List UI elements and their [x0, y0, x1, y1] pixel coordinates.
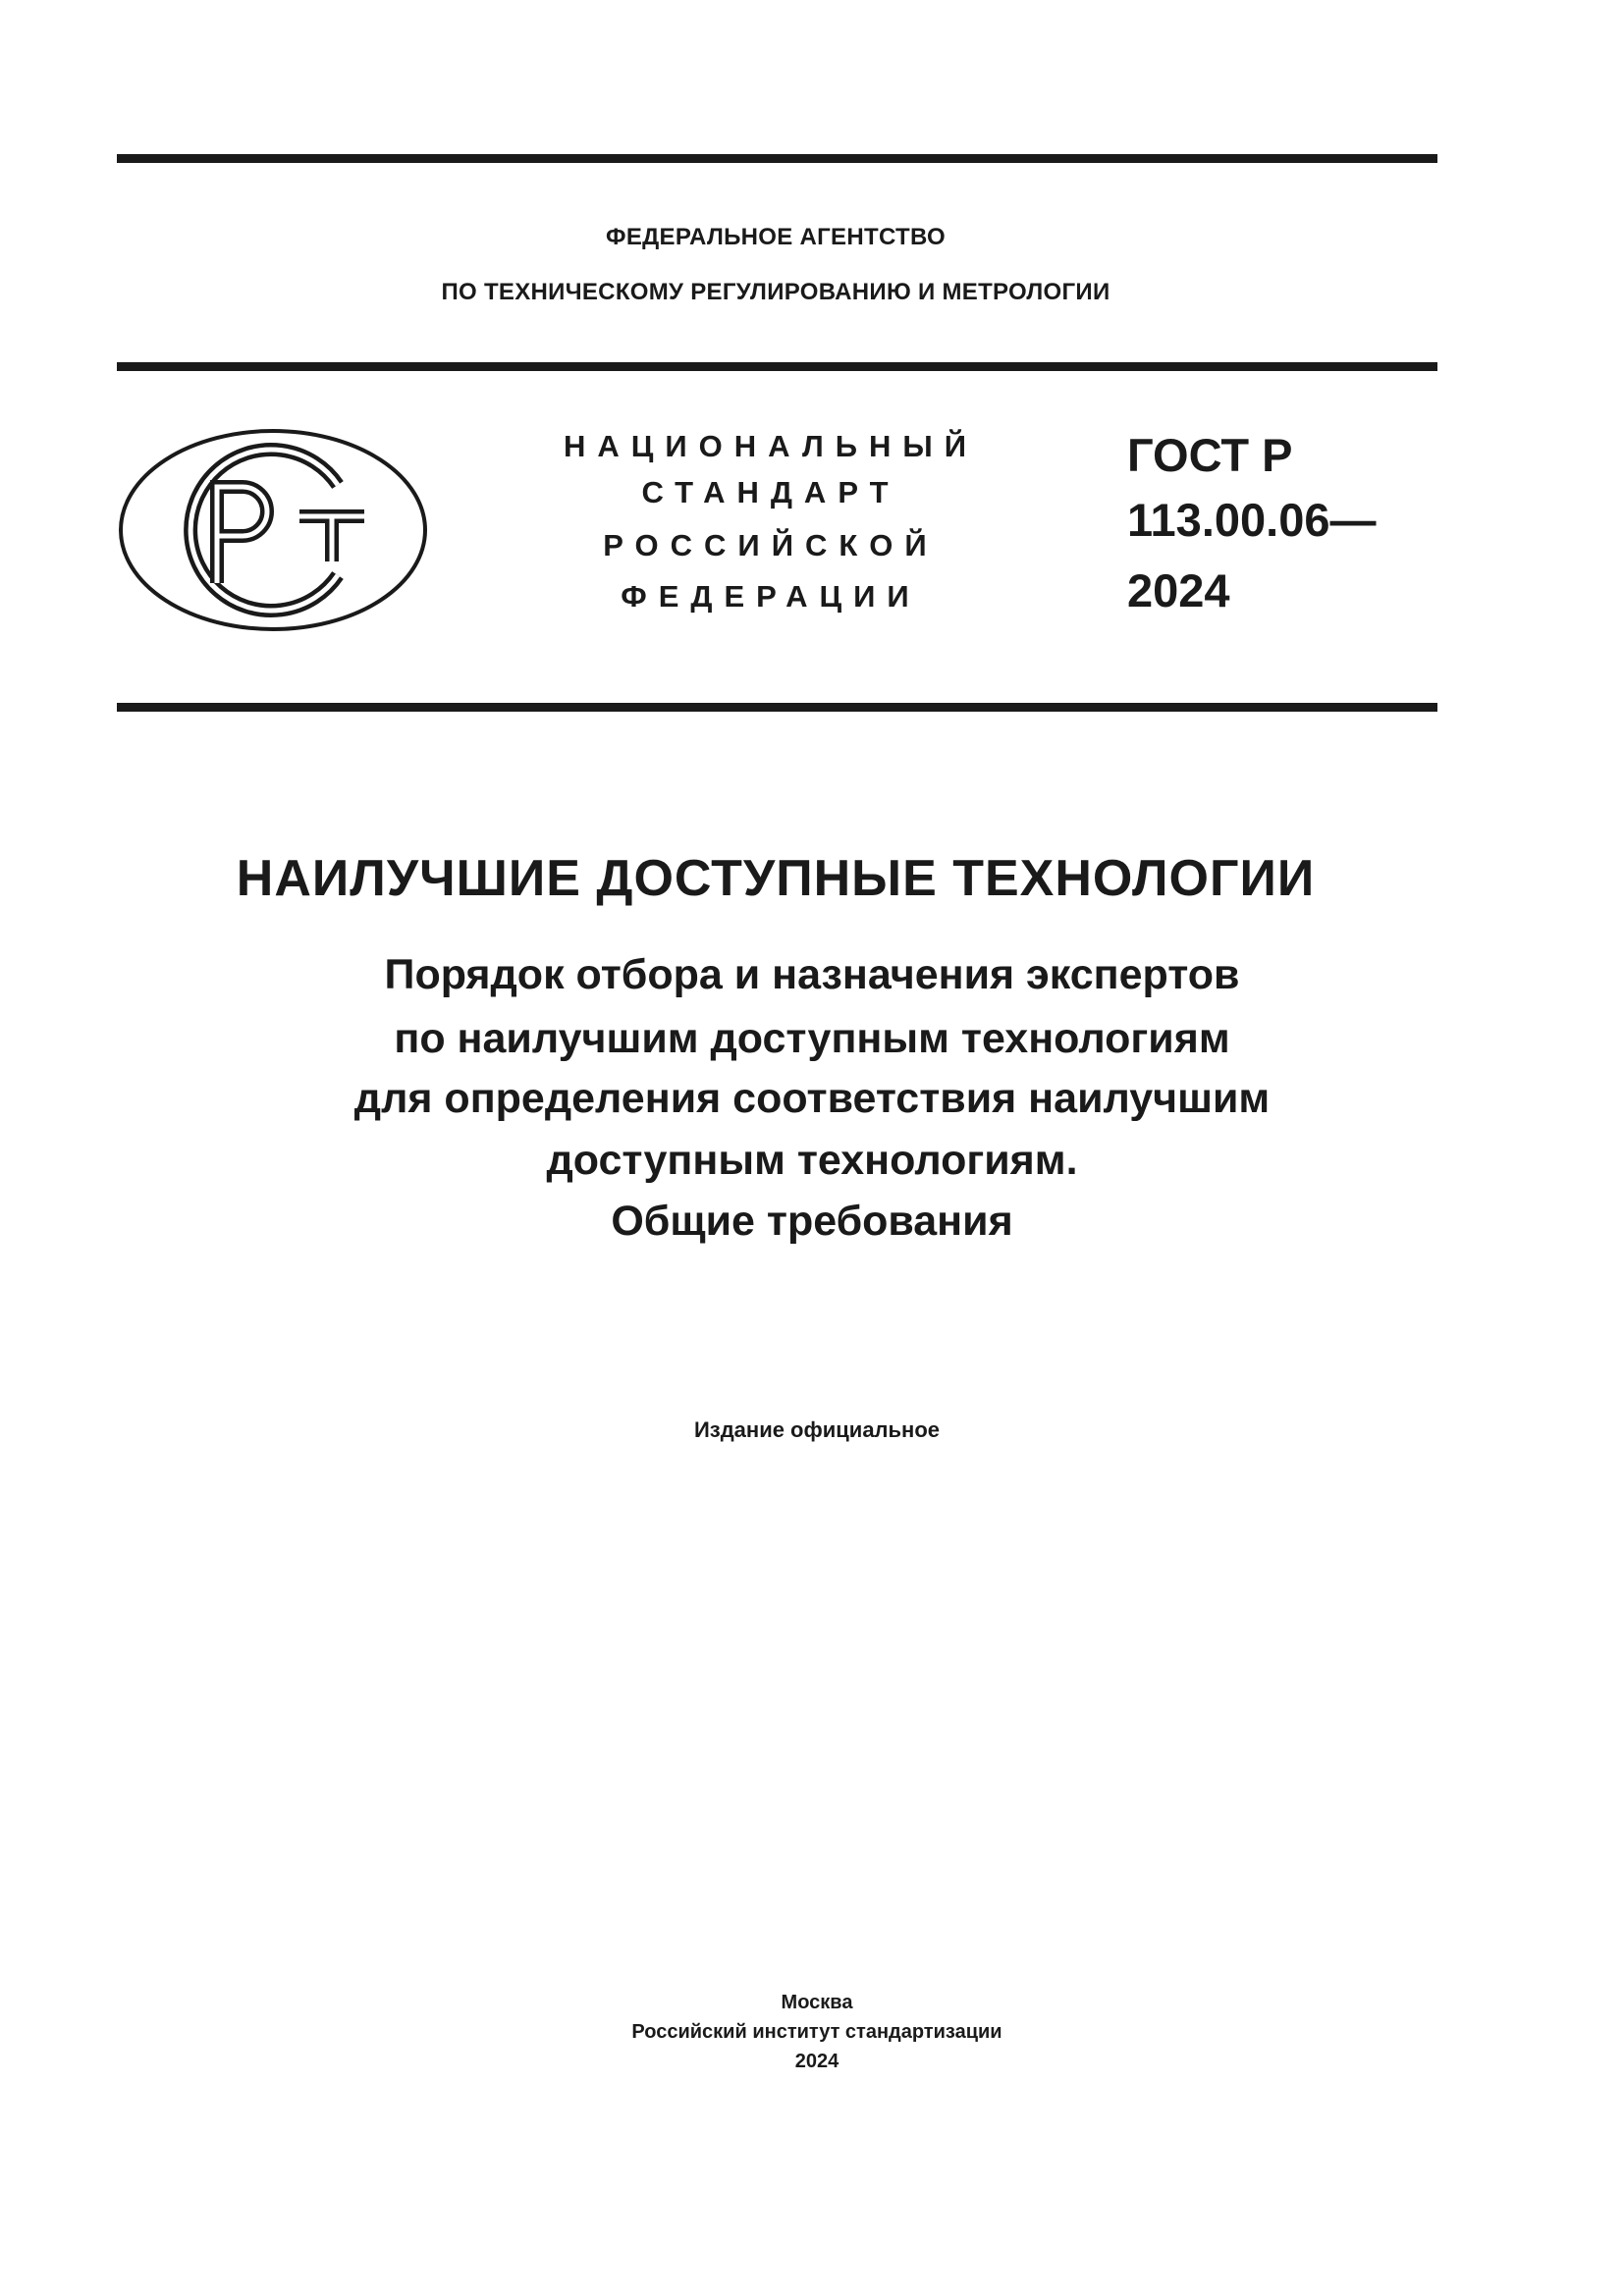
- subtitle-line-2: по наилучшим доступным технологиям: [394, 1015, 1230, 1062]
- subtitle-line-5: Общие требования: [611, 1198, 1013, 1245]
- national-standard-line-4: ФЕДЕРАЦИИ: [621, 579, 921, 614]
- footer-city: Москва: [781, 1992, 853, 2013]
- agency-name-line-1: ФЕДЕРАЛЬНОЕ АГЕНТСТВО: [606, 224, 946, 250]
- footer-year: 2024: [794, 2051, 839, 2072]
- national-standard-line-1: НАЦИОНАЛЬНЫЙ: [563, 429, 979, 463]
- subtitle-line-3: для определения соответствия наилучшим: [353, 1075, 1271, 1122]
- edition-label: Издание официальное: [693, 1417, 941, 1442]
- standard-designation-line-3: 2024: [1127, 564, 1230, 616]
- national-standard-line-2: СТАНДАРТ: [641, 475, 900, 509]
- document-title: НАИЛУЧШИЕ ДОСТУПНЫЕ ТЕХНОЛОГИИ: [236, 850, 1316, 907]
- footer-publisher: Российский институт стандартизации: [631, 2021, 1002, 2043]
- subtitle-line-1: Порядок отбора и назначения экспертов: [384, 951, 1240, 998]
- standard-designation-line-2: 113.00.06—: [1127, 494, 1377, 546]
- rst-logo-icon: [117, 426, 429, 634]
- top-rule: [117, 154, 1437, 163]
- national-standard-line-3: РОССИЙСКОЙ: [603, 528, 939, 562]
- header-rule: [117, 362, 1437, 371]
- designation-rule: [117, 703, 1437, 712]
- agency-name-line-2: ПО ТЕХНИЧЕСКОМУ РЕГУЛИРОВАНИЮ И МЕТРОЛОГИИ: [441, 279, 1110, 305]
- standard-designation-line-1: ГОСТ Р: [1127, 429, 1293, 481]
- subtitle-line-4: доступным технологиям.: [546, 1137, 1078, 1184]
